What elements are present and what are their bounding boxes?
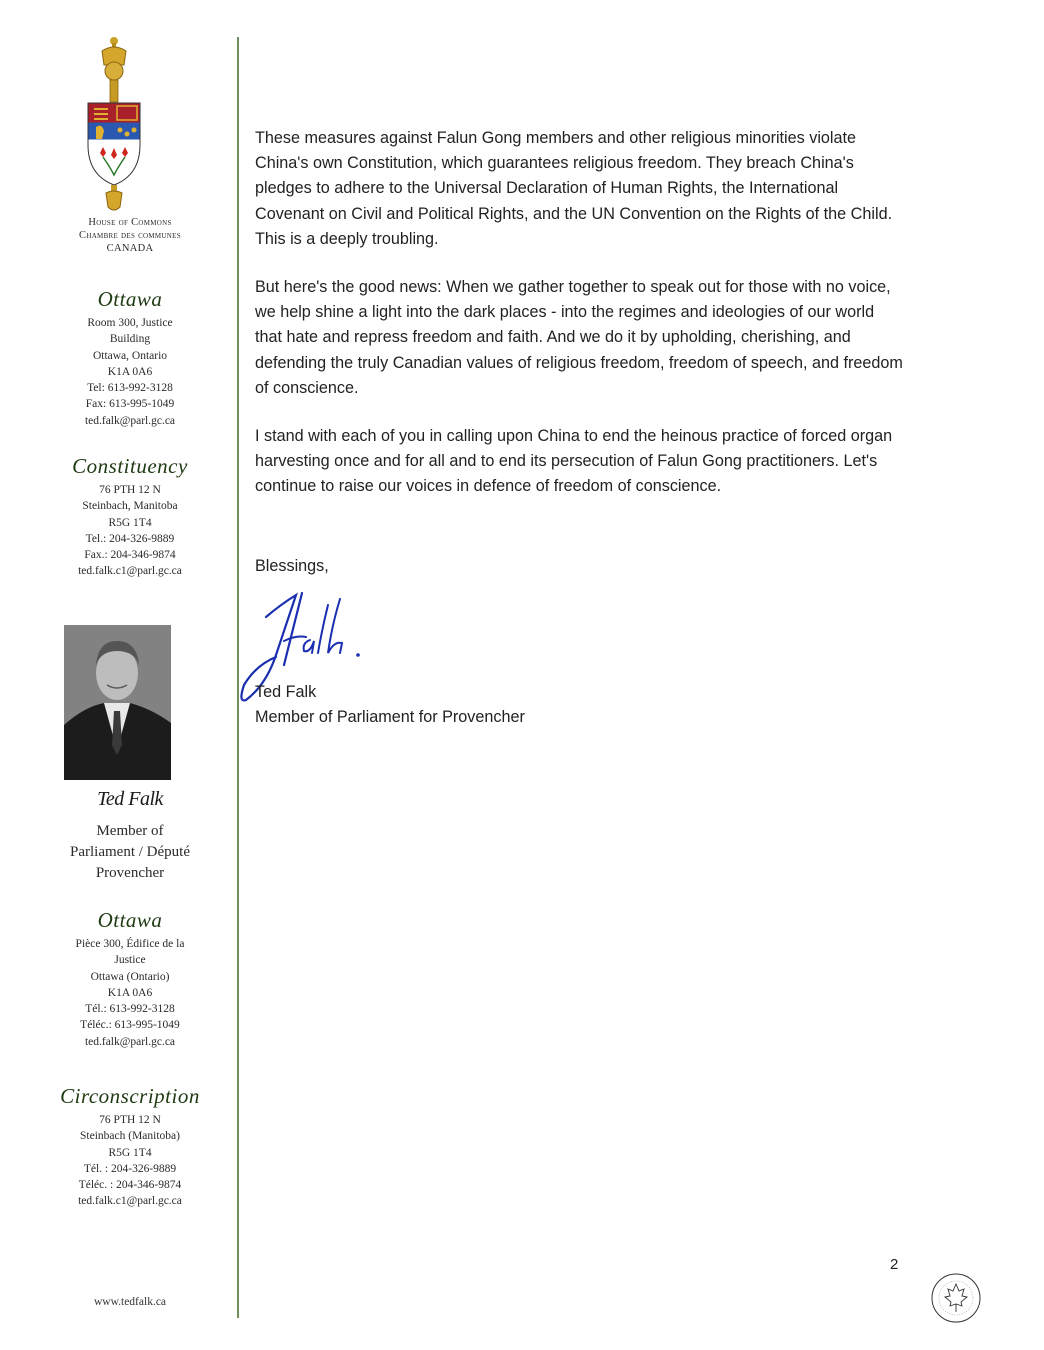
ottawa-heading-en: Ottawa [97,287,163,311]
signer-title: Member of Parliament for Provencher [255,708,525,726]
address-line: Room 300, Justice [87,317,173,329]
letter-paragraph: These measures against Falun Gong members and other religious minorities violate China's own Constitution, which guarantees religious freedom. They breach China's pledges to adhere to the Universal Declaration of Human Rights, the International Covenant on Civil and Political Rights, and the UN Convention on the Rights of the Child. This is a deeply troubling. [255,129,893,248]
ottawa-heading-fr: Ottawa [97,908,163,932]
house-of-commons-title [30,216,230,255]
postal-code: R5G 1T4 [108,516,152,529]
address-line: Building [109,333,151,346]
address-line: Ottawa, Ontario [92,349,168,362]
phone-number: Tel: 613-992-3128 [87,382,173,395]
mp-title-line: Member of [96,823,164,839]
constituency-office-en [30,453,230,580]
fax-number: Fax: 613-995-1049 [85,398,175,411]
email-link[interactable]: ted.falk@parl.gc.ca [84,414,176,427]
constituency-office-fr [30,1083,230,1210]
email-link[interactable]: ted.falk.c1@parl.gc.ca [78,1195,182,1208]
phone-number: Tél.: 613-992-3128 [85,1003,175,1016]
page-number: 2 [890,1256,899,1273]
website-link[interactable]: www.tedfalk.ca [93,1296,167,1308]
constituency-heading-fr: Circonscription [60,1084,200,1108]
phone-number: Tél. : 204-326-9889 [83,1162,177,1175]
letter-closing: Blessings, [255,557,329,575]
letterhead-sidebar [30,0,230,1350]
address-line: 76 PTH 12 N [99,484,161,496]
postal-code: K1A 0A6 [107,365,153,378]
address-line: Steinbach, Manitoba [82,500,178,513]
address-line: Pièce 300, Édifice de la [75,938,185,950]
house-name-fr: Chambre des communes [79,230,181,241]
house-name-en: House of Commons [88,217,172,228]
environmental-choice-logo-icon [930,1272,982,1324]
address-line: 76 PTH 12 N [99,1114,161,1126]
postal-code: R5G 1T4 [108,1146,152,1159]
fax-number: Fax.: 204-346-9874 [84,549,176,562]
ottawa-office-fr [30,907,230,1050]
email-link[interactable]: ted.falk.c1@parl.gc.ca [78,565,182,578]
signer-name: Ted Falk [255,683,317,701]
ottawa-office-en [30,286,230,429]
address-line: Steinbach (Manitoba) [80,1130,180,1143]
constituency-heading-en: Constituency [72,454,188,478]
address-line: Justice [114,954,146,967]
house-of-commons-crest-icon [80,35,148,213]
country-name: CANADA [106,243,154,254]
letter-body [255,126,905,523]
letter-paragraph: But here's the good news: When we gather together to speak out for those with no voice, we help shine a light into the dark places - into the regimes and ideologies of our world that hate and repress freedom and faith. And we do it by upholding, cherishing, and defending the truly Canadian values of religious freedom, freedom of speech, and freedom of conscience. [255,278,903,397]
address-line: Ottawa (Ontario) [90,970,170,983]
mp-title-line: Parliament / Député [70,844,190,860]
fax-number: Téléc.: 613-995-1049 [80,1019,180,1032]
portrait-image [64,625,171,780]
mp-name-script: Ted Falk [97,788,163,810]
phone-number: Tel.: 204-326-9889 [85,532,175,545]
email-link[interactable]: ted.falk@parl.gc.ca [84,1035,176,1048]
mp-portrait-photo [64,625,171,780]
mp-title [30,821,230,884]
letter-paragraph: I stand with each of you in calling upon China to end the heinous practice of forced organ harvesting once and for all and to end its persecution of Falun Gong practitioners. Let's continue to raise our voices in defence of freedom of conscience. [255,427,893,496]
fax-number: Téléc. : 204-346-9874 [78,1179,182,1192]
mp-riding: Provencher [95,865,165,881]
postal-code: K1A 0A6 [107,986,153,999]
signature-block [255,680,525,730]
